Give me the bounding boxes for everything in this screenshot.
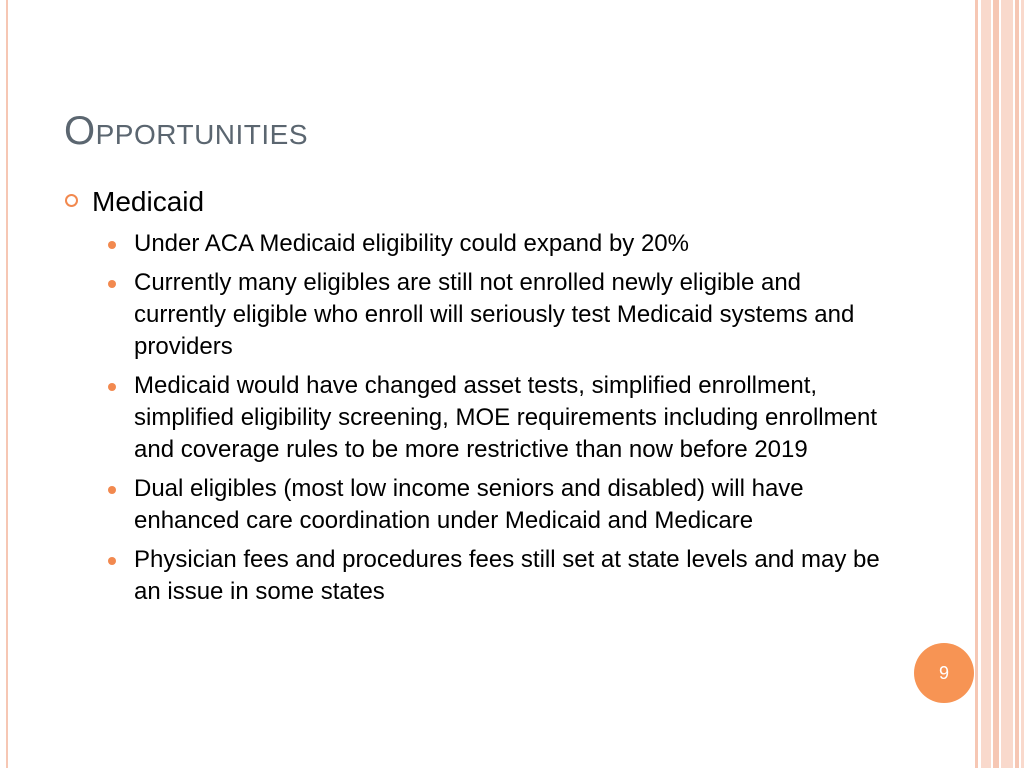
bullet-text: Medicaid would have changed asset tests, simplified enrollment, simplified eligibility screening, MOE requirements including enrollment and coverage rules to be more restrictive than now before 2019 [134,372,877,463]
left-border-line [6,0,8,768]
list-item [108,473,894,537]
list-item [108,228,894,260]
bullet-text: Currently many eligibles are still not enrolled newly eligible and currently eligible who enroll will seriously test Medicaid systems and providers [134,269,855,360]
bullet-text: Physician fees and procedures fees still set at state levels and may be an issue in some states [134,546,880,605]
slide-title: Opportunities [64,109,309,153]
bullet-text: Under ACA Medicaid eligibility could expand by 20% [134,230,689,257]
right-decorative-stripe [981,0,991,768]
bullet-list [64,228,894,608]
right-decorative-stripe [993,0,999,768]
dot-bullet-icon [108,241,116,249]
right-decorative-stripe [1015,0,1019,768]
right-decorative-stripe [975,0,978,768]
bullet-text: Dual eligibles (most low income seniors and disabled) will have enhanced care coordination under Medicaid and Medicare [134,475,804,534]
right-decorative-stripe [1001,0,1013,768]
list-item [108,544,894,608]
section-heading-item [64,182,894,222]
dot-bullet-icon [108,280,116,288]
section-heading: Medicaid [92,186,205,217]
dot-bullet-icon [108,383,116,391]
list-item [108,267,894,363]
ring-bullet-icon [65,194,78,207]
dot-bullet-icon [108,557,116,565]
dot-bullet-icon [108,486,116,494]
slide-content [64,182,894,615]
page-number-badge: 9 [914,643,974,703]
list-item [108,370,894,466]
